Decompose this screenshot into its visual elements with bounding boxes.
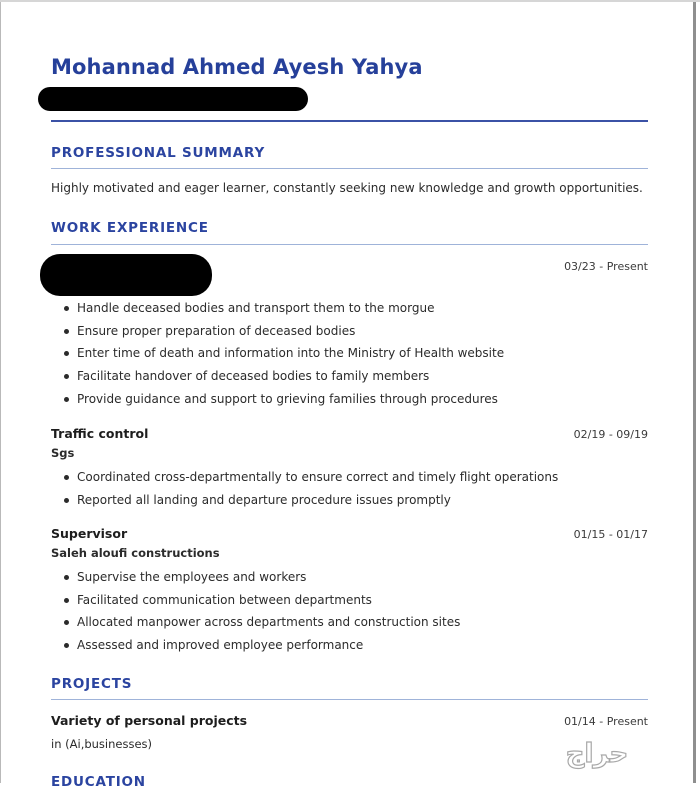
- list-item: Facilitated communication between departments: [63, 592, 460, 615]
- list-item: Ensure proper preparation of deceased bodies: [63, 323, 504, 346]
- job-dates: 01/15 - 01/17: [573, 528, 648, 541]
- job-dates: 03/23 - Present: [564, 260, 648, 273]
- job-bullets: [63, 300, 504, 413]
- job-bullets: [63, 569, 460, 660]
- watermark-logo: [522, 736, 672, 770]
- education-heading: EDUCATION: [51, 774, 146, 790]
- list-item: Facilitate handover of deceased bodies to family members: [63, 368, 504, 391]
- project-title: Variety of personal projects: [51, 713, 248, 728]
- projects-divider: [51, 699, 648, 700]
- experience-heading: WORK EXPERIENCE: [51, 220, 209, 236]
- list-item: Reported all landing and departure procedure issues promptly: [63, 492, 558, 515]
- list-item: Enter time of death and information into the Ministry of Health website: [63, 345, 504, 368]
- job-company: Saleh aloufi constructions: [51, 546, 220, 560]
- job-title: Traffic control: [51, 426, 149, 441]
- redacted-job-title: [40, 254, 212, 296]
- projects-heading: PROJECTS: [51, 676, 133, 692]
- job-company: Sgs: [51, 446, 75, 460]
- watermark-text: حراج: [565, 739, 629, 769]
- summary-text: Highly motivated and eager learner, constantly seeking new knowledge and growth opportunities.: [51, 181, 643, 195]
- job-dates: 02/19 - 09/19: [573, 428, 648, 441]
- list-item: Coordinated cross-departmentally to ensure correct and timely flight operations: [63, 469, 558, 492]
- job-title: Supervisor: [51, 526, 128, 541]
- page-top-edge: [0, 0, 700, 2]
- list-item: Assessed and improved employee performance: [63, 637, 460, 660]
- list-item: Allocated manpower across departments and construction sites: [63, 614, 460, 637]
- job-bullets: [63, 469, 558, 514]
- list-item: Handle deceased bodies and transport them to the morgue: [63, 300, 504, 323]
- resume-name: Mohannad Ahmed Ayesh Yahya: [51, 55, 423, 79]
- header-divider: [51, 120, 648, 122]
- experience-divider: [51, 244, 648, 245]
- list-item: Provide guidance and support to grieving families through procedures: [63, 391, 504, 414]
- summary-heading: PROFESSIONAL SUMMARY: [51, 145, 266, 161]
- project-dates: 01/14 - Present: [564, 715, 648, 728]
- list-item: Supervise the employees and workers: [63, 569, 460, 592]
- project-detail: in (Ai,businesses): [51, 737, 153, 751]
- summary-divider: [51, 168, 648, 169]
- redacted-contact-info: [38, 87, 308, 111]
